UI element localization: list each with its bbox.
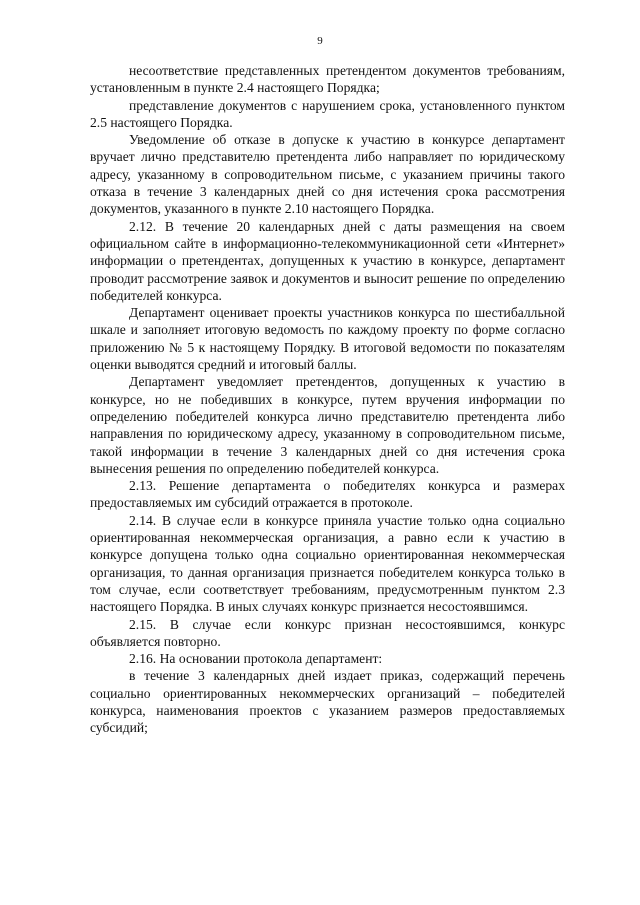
paragraph-2-14: 2.14. В случае если в конкурсе приняла участие только одна социально ориентированная некоммерческая организация, а равно если к участию в конкурсе допущена только одна социально ориентированная некоммерческая организация, то данная организация признается победителем конкурса только в том случае, если соответствует требованиям, предусмотренным пунктом 2.3 настоящего Порядка. В иных случаях конкурс признается несостоявшимся. <box>90 512 565 615</box>
paragraph-2-15: 2.15. В случае если конкурс признан несостоявшимся, конкурс объявляется повторно. <box>90 616 565 649</box>
paragraph-2-16: 2.16. На основании протокола департамент: <box>129 651 383 667</box>
paragraph-late-submission: представление документов с нарушением срока, установленного пунктом 2.5 настоящего Порядка. <box>90 97 565 130</box>
page-number: 9 <box>317 35 323 47</box>
paragraph-2-12: 2.12. В течение 20 календарных дней с даты размещения на своем официальном сайте в информационно-телекоммуникационной сети «Интернет» информации о претендентах, допущенных к участию в конкурсе, департамент проводит рассмотрение заявок и документов и выносит решение по определению победителей конкурса. <box>90 218 565 303</box>
paragraph-document-mismatch: несоответствие представленных претендентом документов требованиям, установленным в пункте 2.4 настоящего Порядка; <box>90 63 565 96</box>
paragraph-2-13: 2.13. Решение департамента о победителях конкурса и размерах предоставляемых им субсидий отражается в протоколе. <box>90 478 565 511</box>
paragraph-project-evaluation: Департамент оценивает проекты участников конкурса по шестибалльной шкале и заполняет итоговую ведомость по каждому проекту по форме согласно приложению № 5 к настоящему Порядку. В итоговой ведомости по показателям оценки выводятся средний и итоговый баллы. <box>90 305 565 373</box>
paragraph-refusal-notice: Уведомление об отказе в допуске к участию в конкурсе департамент вручает лично представителю претендента либо направляет по юридическому адресу, указанному в сопроводительном письме, с указанием причины такого отказа в течение 3 календарных дней со дня истечения срока рассмотрения документов, указанного в пункте 2.10 настоящего Порядка. <box>90 132 565 217</box>
paragraph-non-winner-notice: Департамент уведомляет претендентов, допущенных к участию в конкурсе, но не победивших в конкурсе, путем вручения информации по определению победителей конкурса лично представителю претендента либо направления по юридическому адресу, указанному в сопроводительном письме, такой информации в течение 3 календарных дней со дня истечения срока вынесения решения по определению победителей конкурса. <box>90 374 565 476</box>
paragraph-order-issuance: в течение 3 календарных дней издает приказ, содержащий перечень социально ориентированных некоммерческих организаций – победителей конкурса, наименования проектов с указанием размеров предоставляемых субсидий; <box>90 668 565 736</box>
document-body <box>90 62 565 737</box>
